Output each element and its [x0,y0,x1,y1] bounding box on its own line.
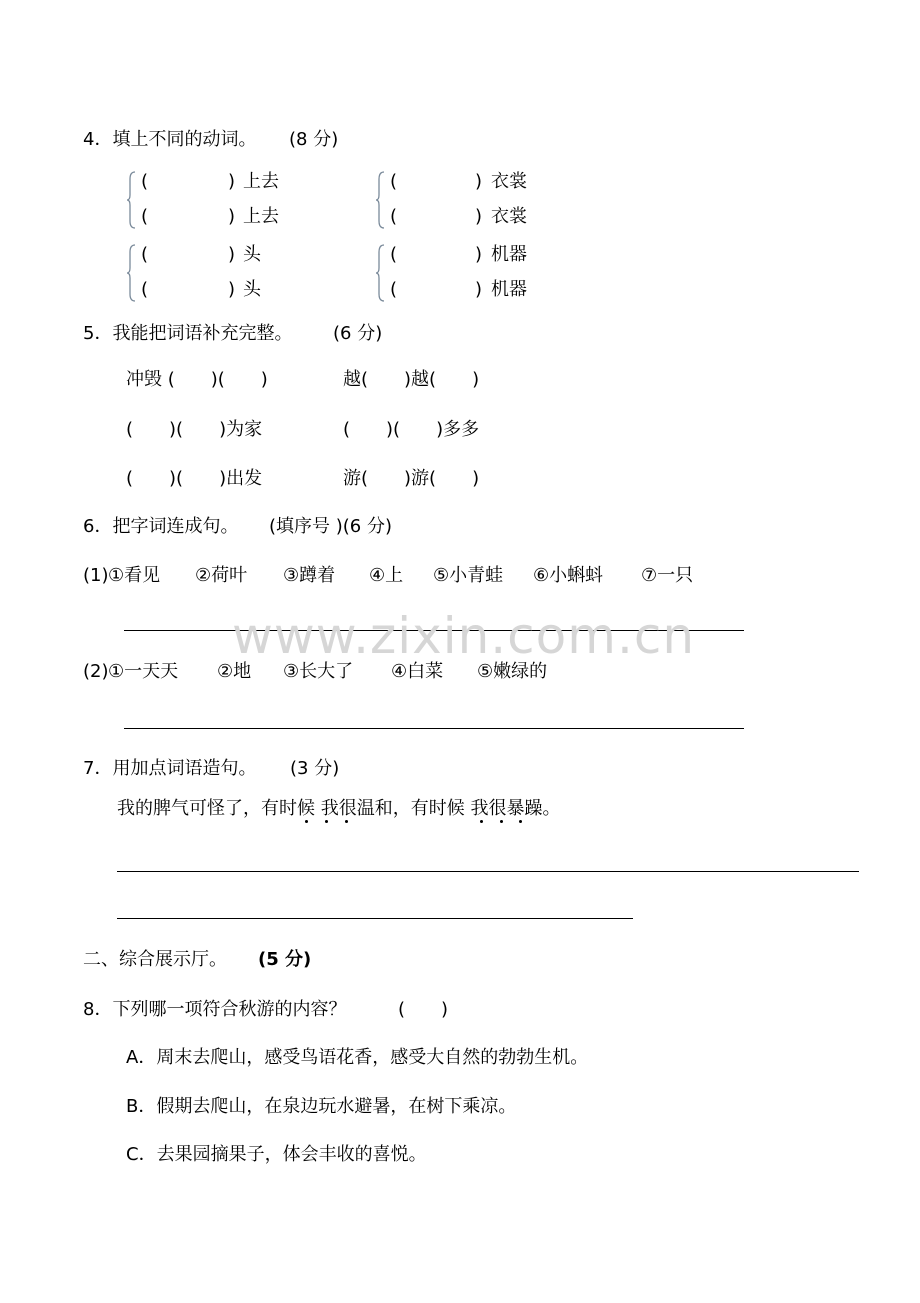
q6-row2-item: ②地 [217,661,252,682]
q6-note: (填序号 )(6 分) [269,516,392,537]
q8-title: 8．下列哪一项符合秋游的内容？ [83,999,347,1020]
q5-item: ( )( )出发 [126,468,263,489]
paren-close: ) [475,171,483,192]
q6-row2-prefix: (2) [83,661,109,682]
answer-line[interactable] [117,918,633,919]
q4-word: 机器 [491,279,527,300]
q5-item: ( )( )为家 [126,419,263,440]
paren-close: ) [228,244,236,265]
q5-item: 越( )越( ) [343,369,480,390]
q4-word: 衣裳 [491,171,527,192]
q4-word: 头 [243,279,261,300]
q4-score: (8 分) [289,129,339,150]
q6-row1-prefix: (1) [83,565,109,586]
q6-row1-item: ⑦一只 [641,565,694,586]
q5-item: 游( )游( ) [343,468,480,489]
q6-row1-item: ②荷叶 [195,565,248,586]
paren-open: ( [390,206,398,227]
section2-title: 二、综合展示厅。 [83,949,227,970]
q7-sentence: 我的脾气可怪了，有时候 我很温和，有时候 我很暴躁。 [117,798,561,819]
q5-title: 5．我能把词语补充完整。 [83,323,293,344]
watermark: www.zixin.com.cn [232,607,696,665]
q7-score: (3 分) [290,758,340,779]
q6-title: 6．把字词连成句。 [83,516,239,537]
q6-row2-item: ①一天天 [108,661,179,682]
left-brace-icon [127,171,137,229]
q4-word: 衣裳 [491,206,527,227]
emphasis-dot [345,820,348,823]
left-brace-icon [376,171,386,229]
paren-close: ) [475,206,483,227]
emphasis-dot [480,820,483,823]
paren-open: ( [390,244,398,265]
q6-row1-item: ⑥小蝌蚪 [533,565,604,586]
q4-word: 头 [243,244,261,265]
emphasis-dot [305,820,308,823]
q6-row1-item: ⑤小青蛙 [433,565,504,586]
q5-item: ( )( )多多 [343,419,480,440]
paren-open: ( [390,279,398,300]
q8-answer-blank[interactable]: ( ) [398,999,449,1020]
q8-option-c[interactable]: C．去果园摘果子，体会丰收的喜悦。 [126,1144,427,1165]
q8-option-a[interactable]: A．周末去爬山，感受鸟语花香，感受大自然的勃勃生机。 [126,1047,589,1068]
paren-close: ) [475,279,483,300]
q4-word: 机器 [491,244,527,265]
emphasis-dot [325,820,328,823]
answer-line[interactable] [117,871,859,872]
left-brace-icon [376,244,386,302]
q5-score: (6 分) [333,323,383,344]
q7-title: 7．用加点词语造句。 [83,758,257,779]
paren-open: ( [141,279,149,300]
left-brace-icon [127,244,137,302]
paren-open: ( [141,244,149,265]
q6-row1-item: ④上 [369,565,404,586]
paren-open: ( [141,171,149,192]
q6-row2-item: ③长大了 [283,661,354,682]
q4-word: 上去 [243,171,279,192]
answer-line[interactable] [124,728,744,729]
paren-close: ) [228,279,236,300]
emphasis-dot [500,820,503,823]
q6-row2-item: ④白菜 [391,661,444,682]
q6-row2-item: ⑤嫩绿的 [477,661,548,682]
paren-open: ( [390,171,398,192]
paren-close: ) [475,244,483,265]
q4-word: 上去 [243,206,279,227]
paren-close: ) [228,171,236,192]
q8-option-b[interactable]: B．假期去爬山，在泉边玩水避暑，在树下乘凉。 [126,1096,517,1117]
q6-row1-item: ①看见 [108,565,161,586]
paren-close: ) [228,206,236,227]
q4-title: 4．填上不同的动词。 [83,129,257,150]
q5-item: 冲毁 ( )( ) [126,369,268,390]
paren-open: ( [141,206,149,227]
section2-score: (5 分) [258,949,312,970]
emphasis-dot [519,820,522,823]
q6-row1-item: ③蹲着 [283,565,336,586]
